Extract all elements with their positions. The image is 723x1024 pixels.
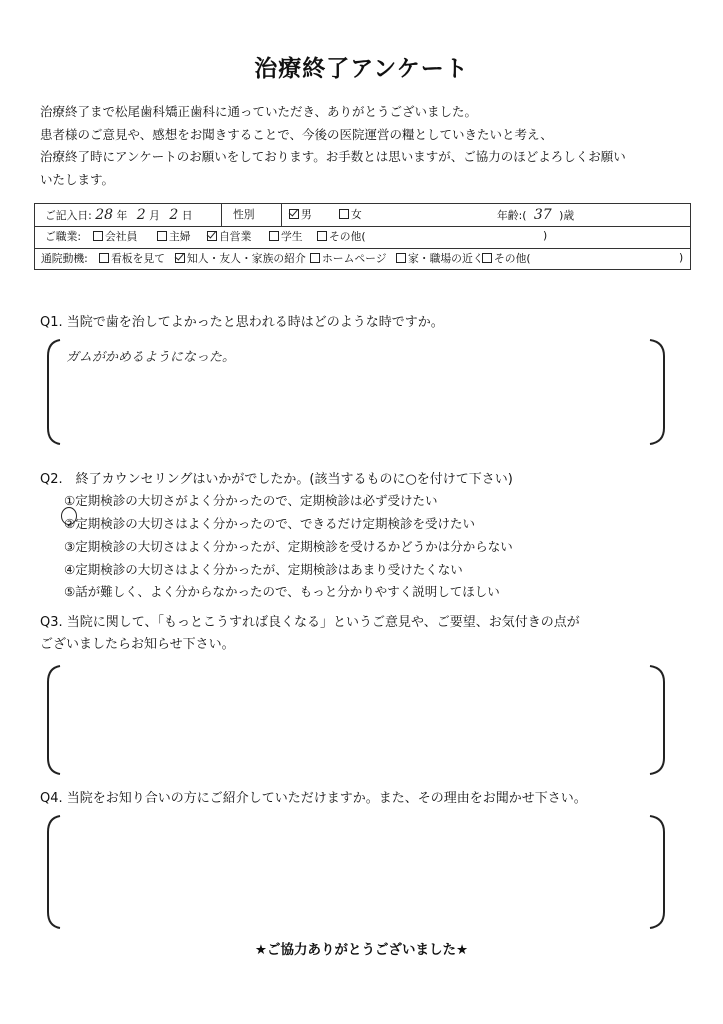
occupation-student[interactable] <box>269 229 303 244</box>
q4-question: Q4. 当院をお知り合いの方にご紹介していただけますか。また、その理由をお聞かせ下さい。 <box>40 791 587 806</box>
patient-info-table <box>34 203 691 270</box>
q2-option-1[interactable] <box>64 490 437 512</box>
age-unit: )歳 <box>559 209 575 222</box>
motive-other[interactable] <box>482 251 531 266</box>
age-field[interactable] <box>497 207 574 223</box>
option-label: ①定期検診の大切さがよく分かったので、定期検診は必ず受けたい <box>64 493 438 508</box>
option-label: 主婦 <box>169 230 191 243</box>
date-year-value: 28 <box>95 207 114 223</box>
option-label: 家・職場の近く <box>408 252 484 265</box>
checkbox-icon[interactable] <box>157 231 167 241</box>
gender-male-label: 男 <box>301 208 312 221</box>
q2-option-4[interactable]: ④定期検診の大切さはよく分かったが、定期検診はあまり受けたくない <box>64 562 463 577</box>
date-day-value: 2 <box>169 207 179 223</box>
intro-line: いたします。 <box>40 171 115 187</box>
checkbox-checked-icon[interactable] <box>289 209 299 219</box>
motive-homepage[interactable] <box>310 251 387 266</box>
q2-option-3[interactable]: ③定期検診の大切さはよく分かったが、定期検診を受けるかどうかは分からない <box>64 539 513 554</box>
age-label: 年齢:( <box>497 209 527 222</box>
occupation-other-close: ) <box>543 229 548 242</box>
divider <box>281 204 282 226</box>
month-unit: 月 <box>149 209 160 222</box>
info-row-occupation <box>35 226 690 249</box>
checkbox-checked-icon[interactable] <box>207 231 217 241</box>
motive-other-close: ) <box>679 251 684 264</box>
option-label: 看板を見て <box>111 252 165 265</box>
option-label: ホームページ <box>322 252 387 265</box>
q3-answer-area[interactable] <box>60 672 658 768</box>
checkbox-icon[interactable] <box>310 253 320 263</box>
gender-label: 性別 <box>233 208 255 221</box>
occupation-self-employed[interactable] <box>207 229 251 244</box>
year-unit: 年 <box>116 209 128 222</box>
checkbox-icon[interactable] <box>482 253 492 263</box>
checkbox-icon[interactable] <box>339 209 349 219</box>
occupation-label: ご職業: <box>45 230 82 243</box>
checkbox-checked-icon[interactable] <box>175 253 185 263</box>
q4-answer-area[interactable] <box>60 822 658 922</box>
checkbox-icon[interactable] <box>317 231 327 241</box>
option-label: その他( <box>494 252 531 265</box>
motive-referral[interactable] <box>175 251 306 266</box>
page-title: 治療終了アンケート <box>254 56 469 82</box>
q2-option-2[interactable]: ②定期検診の大切さはよく分かったので、できるだけ定期検診を受けたい <box>64 516 475 531</box>
option-label: 学生 <box>281 230 303 243</box>
checkbox-icon[interactable] <box>99 253 109 263</box>
motive-near-home[interactable] <box>396 251 484 266</box>
date-month-value: 2 <box>136 207 146 223</box>
motive-label: 通院動機: <box>41 252 88 265</box>
q3-question-line2: ございましたらお知らせ下さい。 <box>40 637 235 652</box>
checkbox-icon[interactable] <box>269 231 279 241</box>
divider <box>221 204 222 226</box>
occupation-housewife[interactable] <box>157 229 191 244</box>
date-field[interactable] <box>45 207 193 223</box>
q2-question: Q2. 終了カウンセリングはいかがでしたか。(該当するものに○を付けて下さい) <box>40 472 513 487</box>
checkbox-icon[interactable] <box>93 231 103 241</box>
option-label: 会社員 <box>105 230 138 243</box>
age-value: 37 <box>533 207 552 223</box>
occupation-company[interactable] <box>93 229 137 244</box>
option-label: その他( <box>329 230 366 243</box>
info-row-motive <box>35 248 690 270</box>
q1-question: Q1. 当院で歯を治してよかったと思われる時はどのような時ですか。 <box>40 315 444 330</box>
day-unit: 日 <box>181 209 193 222</box>
gender-female-option[interactable] <box>339 207 362 222</box>
date-label: ご記入日: <box>45 209 92 222</box>
motive-signboard[interactable] <box>99 251 165 266</box>
option-label: 知人・友人・家族の紹介 <box>187 252 306 265</box>
q3-question-line1: Q3. 当院に関して、「もっとこうすれば良くなる」というご意見や、ご要望、お気付きの点が <box>40 615 580 630</box>
intro-line: 治療終了まで松尾歯科矯正歯科に通っていただき、ありがとうございました。 <box>40 104 478 119</box>
gender-female-label: 女 <box>351 208 362 221</box>
q2-option-5[interactable]: ⑤話が難しく、よく分からなかったので、もっと分かりやすく説明してほしい <box>64 584 500 599</box>
checkbox-icon[interactable] <box>396 253 406 263</box>
q1-answer[interactable]: ガムがかめるようになった。 <box>66 350 236 365</box>
option-label: 自営業 <box>219 230 252 243</box>
intro-line: 治療終了時にアンケートのお願いをしております。お手数とは思いますが、ご協力のほどよろしくお願い <box>40 149 626 164</box>
intro-text <box>40 101 690 191</box>
occupation-other[interactable] <box>317 229 366 244</box>
footer-thanks: ★ご協力ありがとうございました★ <box>254 942 469 958</box>
info-row-date-gender-age <box>35 204 690 227</box>
gender-male-option[interactable] <box>289 207 312 222</box>
intro-line: 患者様のご意見や、感想をお聞きすることで、今後の医院運営の糧としていきたいと考え、 <box>40 126 553 142</box>
